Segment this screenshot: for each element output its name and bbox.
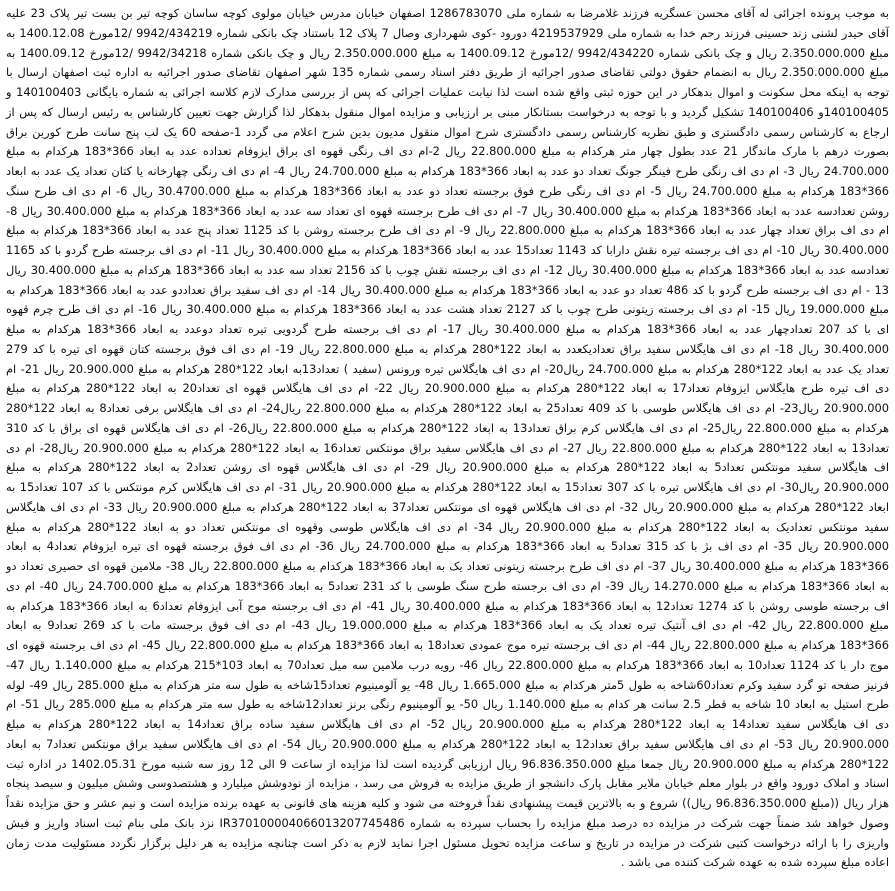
auction-notice-body: به موجب پرونده اجرائی له آقای محسن عسگریه فرزند غلامرضا به شماره ملی 1286783070 اصفهان خیابان مدرس خیابان مولوی کوچه ساسان کوچه تیر بن بست تیر پلاک 23 علیه آقای حیدر لشنی زند حسینی فرزند رحم خدا به شماره ملی 4219537929 دورود -کوی شهرداری وصال 7 پلاک 12 باستناد چک بانکی شماره 9942/434219 /12مورخ 1400.12.08 به مبلغ 2.350.000.000 ریال و چک بانکی شماره 9942/434220 /12مورخ 1400.09.12 به مبلغ 2.350.000.000 ریال و چک بانکی شماره 9942/34218 /12مورخ 1400.09.12 به مبلغ 2.350.000.000 ریال به انضمام حقوق دولتی تقاضای صدور اجرائیه از طریق دفتر اسناد رسمی شماره 135 شهر اصفهان تقاضای صدور اجرائیه به اداره ثبت اصفهان ارسال با توجه به اینکه محل سکونت و اموال بدهکار در این حوزه ثبتی واقع شده است لذا نیابت عملیات اجرائی که پس از بررسی مدارک لازم کلاسه اجرائی به شماره بایگانی 140100403 و 140100405و 140100406 تشکیل گردید و با توجه به درخواست بستانکار مبنی بر ارزیابی و مزایده اموال منقول بدهکار لذا گزارش جهت تعیین کارشناس به رئیس ارسال که پس از ارجاع به کارشناس رسمی دادگستری و طبق نظریه کارشناس رسمی دادگستری شرح اموال منقول مدیون بدین شرح اعلام می گردد 1-صفحه 60 یک لب پنج سانت طرح کورین براق بصورت درهم با مارک ماندگار 21 عدد بطول چهار متر هرکدام به مبلغ 22.800.000 ریال 2-ام دی اف رنگی قهوه ای براق ایزوفام تعداده عدد به ابعاد 366*183 هرکدام به مبلغ 24.700.000 ریال 3- ام دی اف رنگی طرح فینگر جونگ تعداد دو عدد به ابعاد 366*183 هرکدام به مبلغ 24.700.000 ریال 4- ام دی اف رنگی چهارخانه یا کتان تعداد یک عدد به ابعاد 366*183 هرکدام به مبلغ 24.700.000 ریال 5- ام دی اف رنگی طرح فوق برجسته تعداد دو عدد به ابعاد 366*183 هرکدام به مبلغ 30.4700.000 ریال 6- ام دی اف طرح سنگ روشن تعدادسه عدد به ابعاد 366*183 هرکدام به مبلغ 30.400.000 ریال 7- ام دی اف طرح برجسته قهوه ای تعداد سه عدد به ابعاد 366*183 هرکدام به مبلغ 30.400.000 ریال 8- ام دی اف براق تعداد چهار عدد به ابعاد 366*183 هرکدام به مبلغ 22.800.000 ریال 9- ام دی اف طرح برجسته روشن با کد 1125 تعداد پنج عدد به ابعاد 366*183 هرکدام به مبلغ 30.400.000 ریال 10- ام دی اف برجسته تیره نقش دارابا کد 1143 تعداد15 عدد به ابعاد 366*183 هرکدام به مبلغ 30.400.000 ریال 11- ام دی اف برجسته طرح گردو با کد 1165 تعدادسه عدد به ابعاد 366*183 هرکدام به مبلغ 30.400.000 ریال 12- ام دی اف برجسته نقش چوب با کد 2156 تعداد سه عدد به ابعاد 366*183 هرکدام به مبلغ 30.400.000 ریال 13 - ام دی اف برجسته طرح گردو با کد 486 تعداد دو عدد به ابعاد 366*183 هرکدام به مبلغ 30.400.000 ریال 14- ام دی اف سفید براق تعداددو عدد به ابعاد 366*183 هرکدام به مبلغ 19.000.000 ریال 15- ام دی اف برجسته زیتونی طرح چوب با کد 2127 تعداد هشت عدد به ابعاد 366*183 هرکدام به مبلغ 30.400.000 ریال 16- ام دی اف طرح چرم قهوه ای با کد 207 تعدادچهار عدد به ابعاد 366*183 هرکدام به مبلغ 30.400.000 ریال 17- ام دی اف برجسته طرح گردویی تیره تعداد دوعدد به ابعاد 366*183 هرکدام به مبلغ 30.400.000 ریال 18- ام دی اف هایگلاس سفید براق تعدادیکعدد به ابعاد 122*280 هرکدام به مبلغ 22.800.000 ریال 19- ام دی اف فوق برجسته کتان قهوه ای تیره با کد 279 تعداد یک عدد به ابعاد 122*280 هرکدام به مبلغ 24.700.000 ریال20- ام دی اف هایگلاس تیره ورونس (سفید ) تعداد13به ابعاد 122*280 هرکدام به مبلغ 20.900.000 ریال 21- ام دی اف تیره طرح هایگلاس ایزوفام تعداد17 به ابعاد 122*280 هرکدام به مبلغ 20.900.000 ریال 22- ام دی اف هایگلاس قهوه ای تعداد20 به ابعاد 122*280 هرکدام به مبلغ 20.900.000 ریال23- ام دی اف هایگلاس طوسی با کد 409 تعداد25 به ابعاد 122*280 هرکدام به مبلغ 22.800.000 ریال24- ام دی اف هایگلاس برفی تعداد8 به ابعاد 122*280 هرکدام به مبلغ 22.800.000 ریال25- ام دی اف هایگلاس کرم براق تعداد13 به ابعاد 122*280 هرکدام به مبلغ 22.800.000 ریال26- ام دی اف هایگلاس قهوه ای براق با کد 310 تعداد13 به ابعاد 122*280 هرکدام به مبلغ 22.800.000 ریال 27- ام دی اف هایگلاس سفید براق مونتکس تعداد16 به ابعاد 122*280 هرکدام به مبلغ 20.900.000 ریال28- ام دی اف هایگلاس سفید مونتکس تعداد5 به ابعاد 122*280 هرکدام به مبلغ 20.900.000 ریال 29- ام دی اف هایگلاس قهوه ای روشن تعداد2 به ابعاد 122*280 هرکدام به مبلغ 20.900.000 ریال30- ام دی اف هایگلاس تیره با کد 307 تعداد15 به ابعاد 122*280 هرکدام به مبلغ 20.900.000 ریال 31- ام دی اف هایگلاس کرم مونتکس با کد 107 تعداد15 به ابعاد 122*280 هرکدام به مبلغ 20.900.000 ریال 32- ام دی اف هایگلاس قهوه ای مونتکس تعداد37 به ابعاد 122*280 هرکدام به مبلغ 20.900.000 ریال 33- ام دی اف هایگلاس سفید مونتکس تعدادیک به ابعاد 122*280 هرکدام به مبلغ 20.900.000 ریال 34- ام دی اف هایگلاس طوسی وقهوه ای مونتکس تعداد دو به ابعاد 122*280 هرکدام به مبلغ 20.900.000 ریال 35- ام دی اف بژ با کد 315 تعداد5 به ابعاد 366*183 هرکدام به مبلغ 24.700.000 ریال 36- ام دی اف فوق برجسته قهوه ای تیره ایزوفام تعداد4 به ابعاد 366*183 هرکدام به مبلغ 30.400.000 ریال 37- ام دی اف طرح برجسته زیتونی تعداد یک به ابعاد 366*183 هرکدام به مبلغ 22.800.000 ریال 38- ملامین قهوه ای حصیری تعداد دو به ابعاد 366*183 هرکدام به مبلغ 14.270.000 ریال 39- ام دی اف برجسته طرح سنگ طوسی با کد 231 تعداد5 به ابعاد 366*183 هرکدام به مبلغ 24.700.000 ریال 40- ام دی اف برجسته طوسی روشن با کد 1274 تعداد12 به ابعاد 366*183 هرکدام به مبلغ 30.400.000 ریال 41- ام دی اف برجسته موج آبی ایزوفام تعداد6 به ابعاد 366*183 هرکدام به مبلغ 22.800.000 ریال 42- ام دی اف آنتیک تیره تعداد یک به ابعاد 366*183 هرکدام به مبلغ 19.000.000 ریال 43- ام دی اف فوق برجسته مات با کد 269 تعداد9 به ابعاد 366*183 هرکدام به مبلغ 22.800.000 ریال 44- ام دی اف برجسته تیره موج عمودی تعداد18 به ابعاد 366*183 هرکدام به مبلغ 22.800.000 ریال 45- ام دی اف برجسته قهوه ای موج دار با کد 1124 تعداد10 به ابعاد 366*183 هرکدام به مبلغ 22.800.000 ریال 46- رویه درب ملامین سه میل تعداد70 به ابعاد 103*215 هرکدام به مبلغ 1.140.000 ریال 47- فرنیز صفحه تو گرد سفید وکرم تعداد60شاخه به طول 5متر هرکدام به مبلغ 1.665.000 ریال 48- یو آلومینیوم تعداد15شاخه به طول سه متر هرکدام به مبلغ 285.000 ریال 49- لوله طرح استیل به ابعاد 10 شاخه به قطر 2.5 سانت هر کدام به مبلغ 1.140.000 ریال 50- یو آلومینیوم رنگی برنز تعداد12شاخه به طول سه متر هرکدام به مبلغ 285.000 ریال 51- ام دی اف هایگلاس سفید تعداد14 به ابعاد 122*280 هرکدام به مبلغ 20.900.000 ریال 52- ام دی اف هایگلاس سفید ساده براق تعداد14 به ابعاد 122*280 هرکدام به مبلغ 20.900.000 ریال 53- ام دی اف هایگلاس سفید براق تعداد12 به ابعاد 122*280 هرکدام به مبلغ 20.900.000 ریال 54- ام دی اف هایگلاس سفید براق مونتکس تعداد7 به ابعاد 122*280 هرکدام به مبلغ 20.900.000 ریال جمعا مبلغ 96.836.350.000 ریال ارزیابی گردیده است لذا مزایده از ساعت 9 الی 12 روز سه شنبه مورخ 1402.05.31 در اداره ثبت اسناد و املاک دورود واقع در بلوار معلم خیابان ملایر مقابل پارک دانشجو از طریق مزایده به فروش می رسد ، مزایده از نودوشش میلیارد و هشتصدوسی وشش میلیون و سیصد پنجاه هزار ریال ((مبلغ 96.836.350.000 ریال)) شروع و به بالاترین قیمت پیشنهادی نقداً فروخته می شود و کلیه هزینه های قانونی به عهده برنده مزایده است و نیم عشر و حق مزایده نقداً وصول خواهد شد ضمناً جهت شرکت در مزایده ده درصد مبلغ مزایده را بحساب سپرده به شماره IR370100004066013207745486 نزد بانک ملی بنام ثبت اسناد واریز و فیش واریزی را با ارائه درخواست کتبی شرکت در مزایده در تاریخ و ساعت مزایده تحویل مسئول اجرا نماید لازم به ذکر است چنانچه مزایده به هر دلیل برگزار نگردد مسئولیت مدت زمان اعاده مبلغ سپرده شده به عهده شرکت کننده می باشد . [6,6,890,870]
